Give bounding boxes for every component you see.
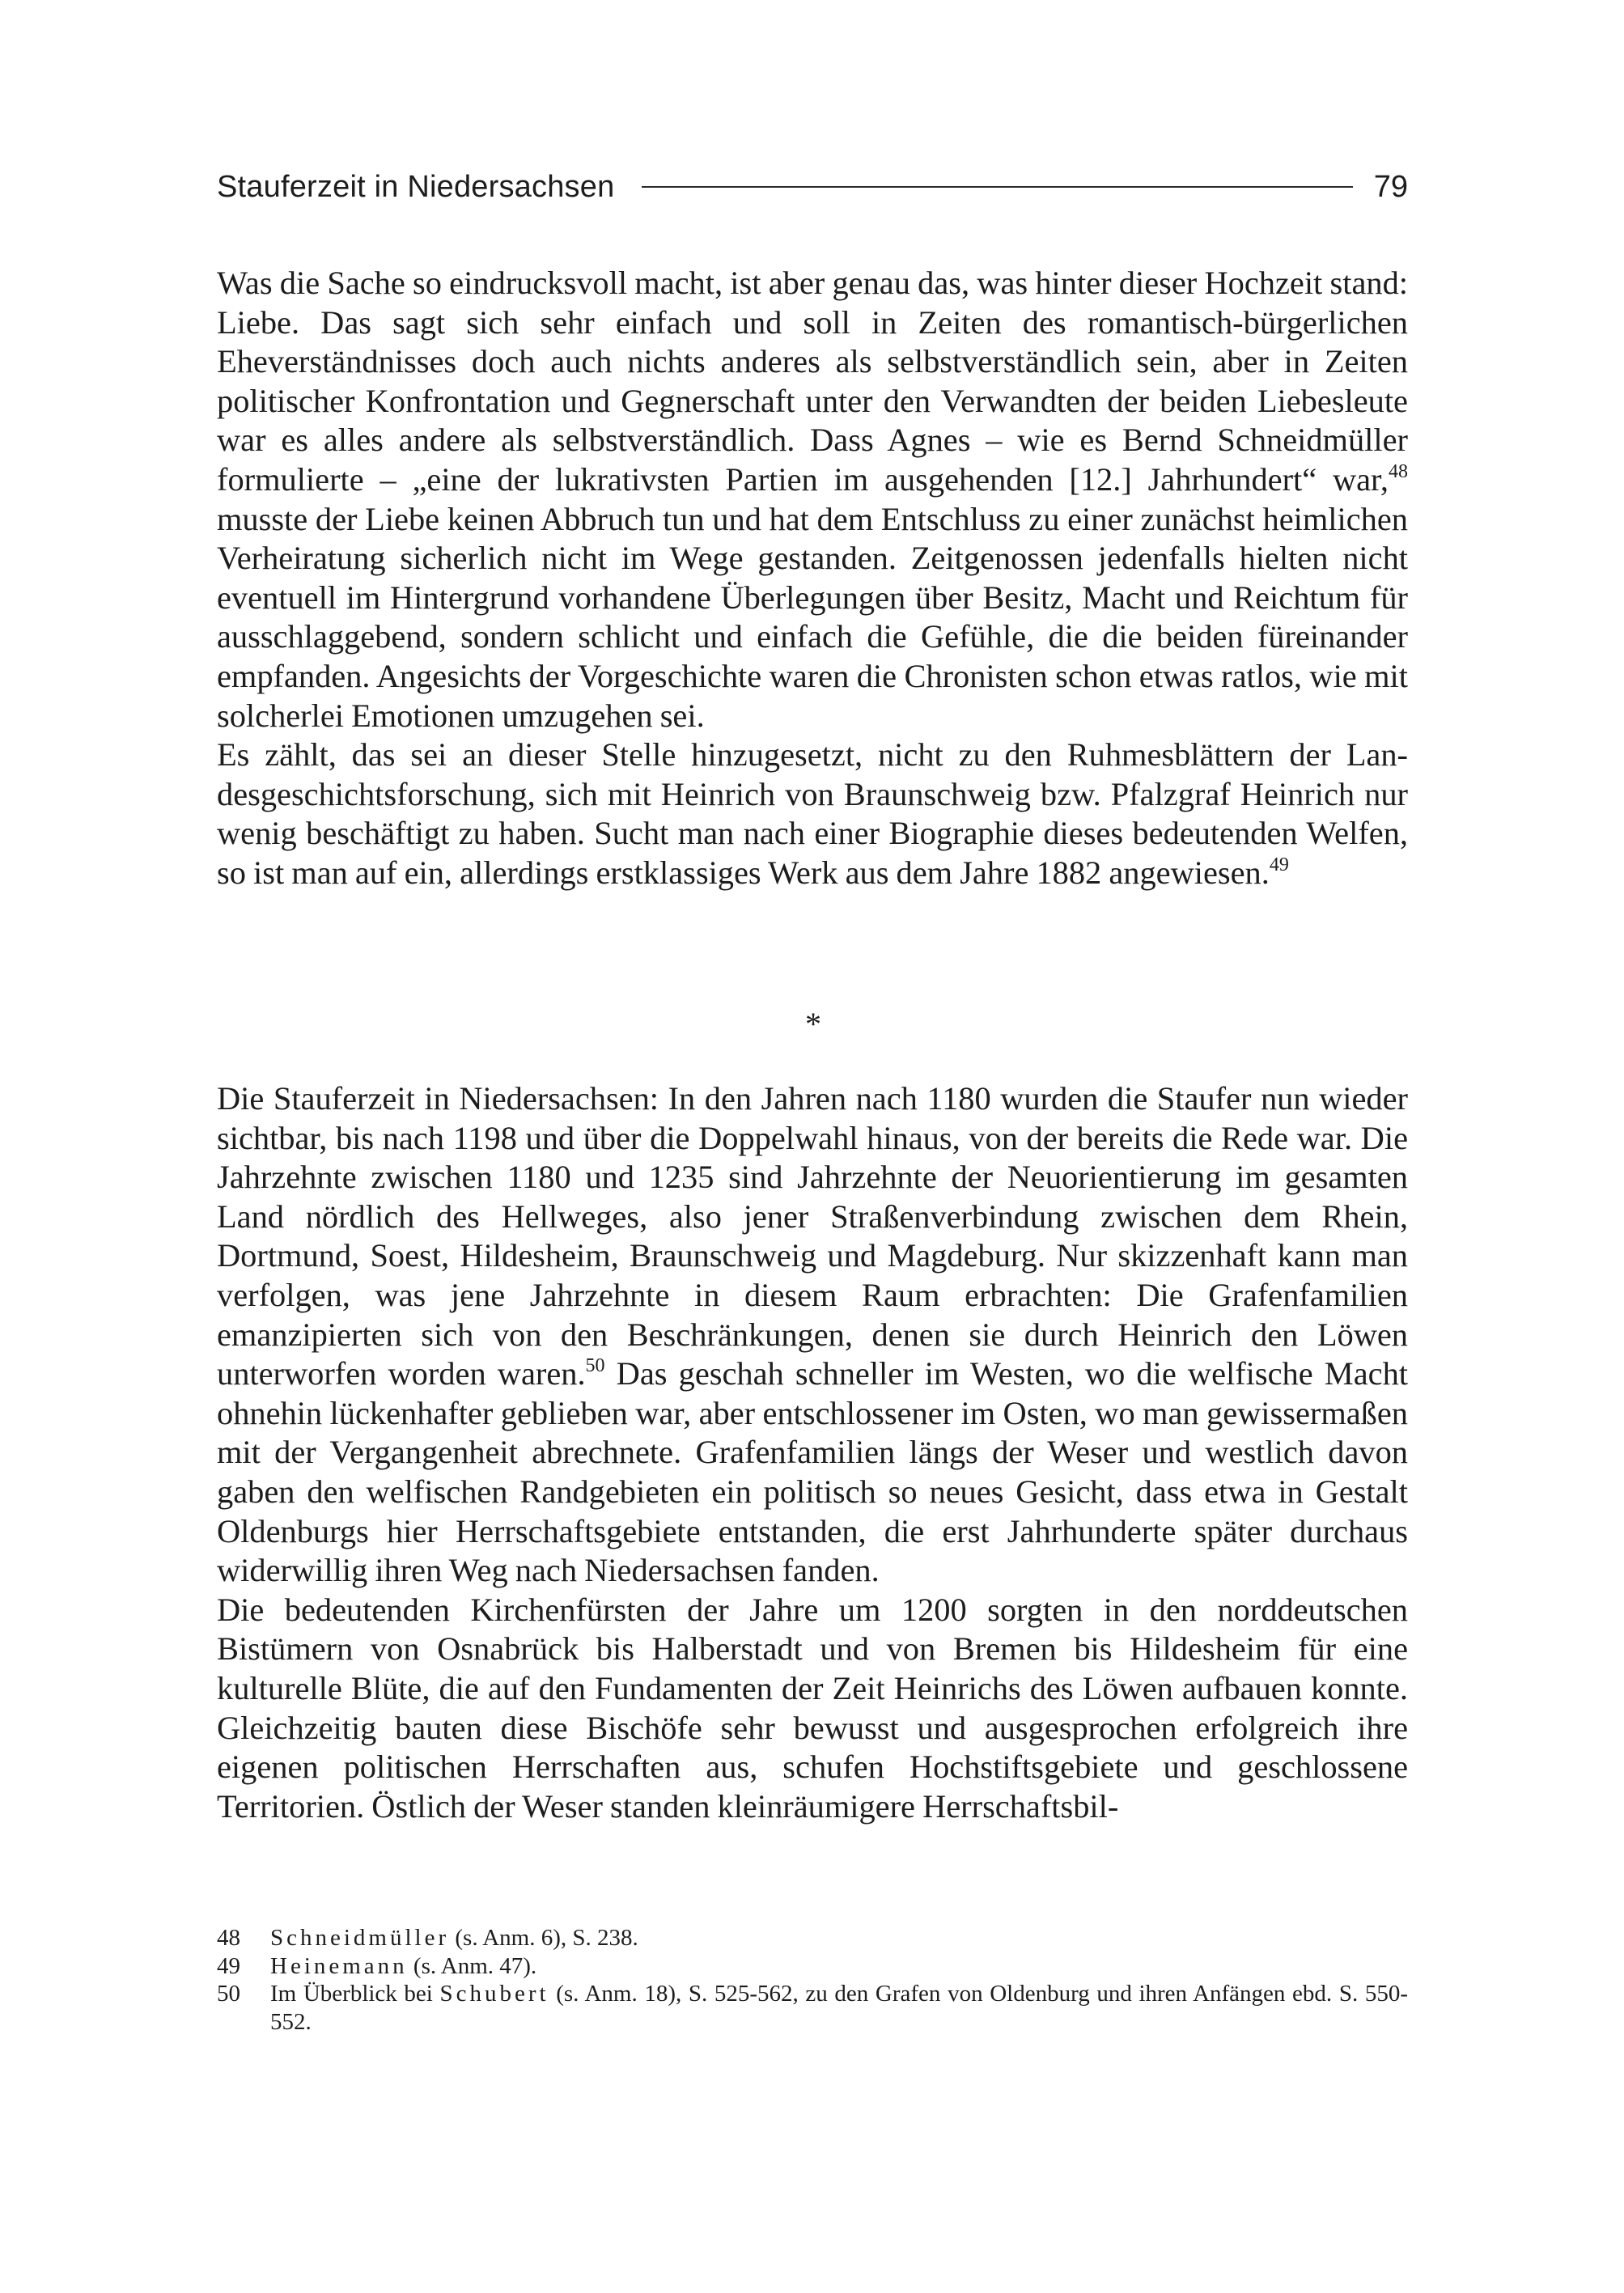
- body-text-lower: [217, 1079, 1408, 1826]
- footnote-number: 49: [217, 1952, 240, 1979]
- footnote: 48 Schneidmüller (s. Anm. 6), S. 238.: [217, 1925, 638, 1951]
- body-text-upper: [217, 264, 1408, 893]
- footnote-author: Schubert: [439, 1981, 549, 2007]
- section-separator: *: [805, 1006, 821, 1042]
- running-title: Stauferzeit in Niedersachsen: [217, 170, 615, 204]
- footnote: 50 Im Überblick bei Schubert (s. Anm. 18), S. 525-562, zu den Grafen von Oldenburg und ihren Anfängen ebd. S. 550-552.: [217, 1981, 1408, 2035]
- footnote-author: Schneidmüller: [270, 1925, 450, 1951]
- header-rule: [642, 186, 1352, 188]
- page-number: 79: [1373, 170, 1408, 204]
- paragraph: Es zählt, das sei an dieser Stelle hinzugesetzt, nicht zu den Ruhmesblättern der Landesgeschichtsforschung, sich mit Heinrich von Braunschweig bzw. Pfalzgraf Heinrich nur wenig beschäftigt zu haben. Sucht man nach einer Biographie dieses bedeutenden Welfen, so ist man auf ein, allerdings erstklassiges Werk aus dem Jahre 1882 angewiesen.$^{49}$: [217, 736, 1408, 891]
- paragraph: Die Stauferzeit in Niedersachsen: In den Jahren nach 1180 wurden die Staufer nun wieder sichtbar, bis nach 1198 und über die Doppelwahl hinaus, von der bereits die Rede war. Die Jahrzehnte zwischen 1180 und 1235 sind Jahrzehnte der Neuorientierung im gesamten Land nördlich des Hellweges, also jener Straßenverbindung zwischen dem Rhein, Dortmund, Soest, Hildesheim, Braunschweig und Magdeburg. Nur skizzenhaft kann man verfolgen, was jene Jahrzehnte in diesem Raum erbrachten: Die Grafenfamilien emanzipierten sich von den Beschränkungen, denen sie durch Heinrich den Löwen unterworfen worden waren.$^{50}$ Das geschah schneller im Westen, wo die welfische Macht ohnehin lückenhafter geblieben war, aber entschlossener im Osten, wo man gewissermaßen mit der Vergangenheit abrechnete. Grafenfamilien längs der Weser und westlich davon gaben den welfischen Randgebieten ein politisch so neues Gesicht, dass etwa in Gestalt Oldenburgs hier Herrschaftsgebiete entstanden, die erst Jahrhunderte später durchaus widerwillig ihren Weg nach Niedersachsen fanden.: [217, 1080, 1408, 1589]
- footnote-ref[interactable]: 48: [1389, 460, 1408, 482]
- footnote-number: 48: [217, 1925, 240, 1951]
- footnote-ref[interactable]: 50: [585, 1355, 605, 1377]
- footnote: 49 Heinemann (s. Anm. 47).: [217, 1952, 537, 1979]
- paragraph: Die bedeutenden Kirchenfürsten der Jahre um 1200 sorgten in den norddeutschen Bistümern von Osnabrück bis Halberstadt und von Bremen bis Hildesheim für eine kulturelle Blüte, die auf den Fundamenten der Zeit Heinrichs des Löwen aufbauen konnte. Gleichzeitig bauten diese Bischöfe sehr bewusst und ausgesprochen erfolgreich ihre eigenen politischen Herrschaften aus, schufen Hochstiftsgebiete und geschlossene Territorien. Östlich der Weser standen kleinräumigere Herrschaftsbil-: [217, 1591, 1408, 1825]
- footnote-number: 50: [217, 1981, 240, 2007]
- footnote-author: Heinemann: [270, 1952, 408, 1979]
- page-header: [217, 165, 1408, 209]
- paragraph: Was die Sache so eindrucksvoll macht, ist aber genau das, was hinter dieser Hochzeit stand: Liebe. Das sagt sich sehr einfach und soll in Zeiten des romantisch-bürgerlichen Eheverständnisses doch auch nichts anderes als selbstverständlich sein, aber in Zeiten politischer Konfrontation und Gegnerschaft unter den Verwandten der beiden Liebesleute war es alles andere als selbstverständlich. Dass Agnes – wie es Bernd Schneidmüller formulierte – „eine der lukrativsten Partien im ausgehenden [12.] Jahrhundert“ war,$^{48}$ musste der Liebe keinen Abbruch tun und hat dem Entschluss zu einer zunächst heimlichen Verheiratung sicherlich nicht im Wege gestanden. Zeitgenossen jedenfalls hielten nicht eventuell im Hintergrund vorhandene Überlegungen über Besitz, Macht und Reichtum für ausschlaggebend, sondern schlicht und einfach die Gefühle, die die beiden füreinander empfanden. Angesichts der Vorgeschichte waren die Chronisten schon etwas ratlos, wie mit solcherlei Emotionen umzugehen sei.: [217, 265, 1408, 734]
- footnote-ref[interactable]: 49: [1269, 854, 1289, 875]
- footnotes: [217, 1924, 1408, 2036]
